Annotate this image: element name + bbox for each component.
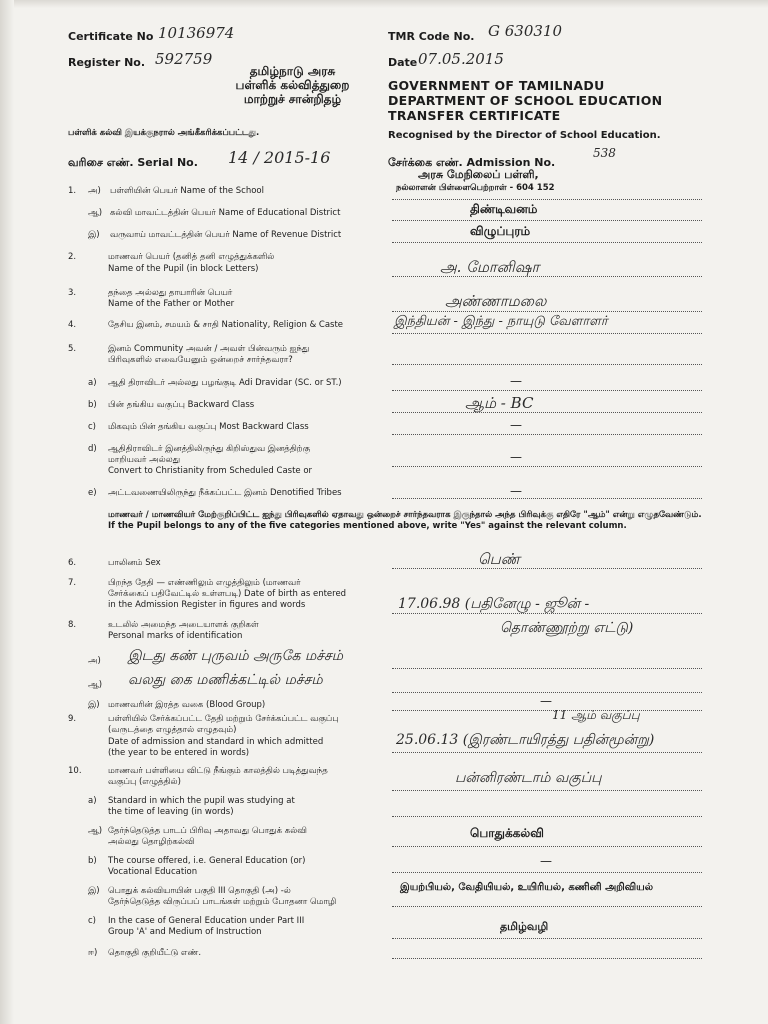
- parent-name-value: அண்ணாமலை: [445, 292, 547, 310]
- nationality-value: இந்தியன் - இந்து - நாயுடு வேளாளர்: [394, 314, 608, 329]
- blood-group-label: மாணவரின் இரத்த வகை (Blood Group): [108, 700, 266, 710]
- community-note-en: If the Pupil belongs to any of the five categories mentioned above, write "Yes" against the relevant column.: [108, 521, 627, 531]
- admission-no-value: 538: [593, 146, 616, 160]
- tamil-title-line1: தமிழ்நாடு அரசு: [249, 64, 336, 78]
- admission-date-label-4: (the year to be entered in words): [108, 748, 250, 758]
- mark-1-value: இடது கண் புருவம் அருகே மச்சம்: [128, 648, 343, 664]
- admission-date-label-3: Date of admission and standard in which admitted: [108, 737, 324, 747]
- edu-district-value: திண்டிவனம்: [470, 202, 538, 216]
- field-sub: இ): [88, 230, 100, 240]
- denotified-label: அட்டவணையிலிருந்து நீக்கப்பட்ட இனம் Denotified Tribes: [108, 488, 342, 498]
- serial-no-label: வரிசை எண். Serial No.: [68, 156, 198, 169]
- sex-line: [392, 568, 702, 569]
- school-stamp-line1: அரசு மேநிலைப் பள்ளி,: [418, 168, 539, 181]
- leaving-std-label-en-1: Standard in which the pupil was studying at: [108, 796, 295, 806]
- marks-label-1: உடலில் அமைந்த அடையாளக் குறிகள்: [108, 620, 259, 630]
- leaving-std-line: [392, 790, 702, 791]
- english-title-line3: TRANSFER CERTIFICATE: [388, 108, 561, 123]
- bc-value: ஆம் - BC: [465, 394, 534, 412]
- serial-no-value: 14 / 2015-16: [228, 148, 331, 167]
- leaving-std-value: பன்னிரண்டாம் வகுப்பு: [455, 770, 602, 786]
- group-code-label: தொகுதி குறியீட்டு எண்.: [108, 948, 202, 958]
- group-code-line: [392, 958, 702, 959]
- school-stamp-line2: நல்லாளன் பிள்ளைபெற்றாள் - 604 152: [396, 183, 555, 193]
- blood-group-value: —: [540, 694, 552, 708]
- field-number: 9.: [68, 714, 77, 724]
- community-sub: d): [88, 444, 97, 454]
- field-sub: a): [88, 796, 97, 806]
- register-no-value: 592759: [155, 50, 213, 68]
- tmr-code-value: G 630310: [488, 22, 563, 40]
- subjects-label-ta-2: தேர்ந்தெடுத்த விருப்பப் பாடங்கள் மற்றும் போதனா மொழி: [108, 897, 337, 907]
- denotified-line: [392, 498, 702, 499]
- bc-line: [392, 412, 702, 413]
- course-value: பொதுக்கல்வி: [470, 826, 544, 840]
- pupil-name-label-ta: மாணவர் பெயர் (தனித் தனி எழுத்துக்களில்: [108, 252, 275, 262]
- field-number: 7.: [68, 578, 77, 588]
- community-line: [392, 364, 702, 365]
- field-number: 10.: [68, 766, 82, 776]
- convert-value: —: [510, 450, 522, 464]
- revenue-district-label: வருவாய் மாவட்டத்தின் பெயர் Name of Revenue District: [110, 230, 342, 240]
- english-title: [388, 78, 662, 123]
- convert-label-3: Convert to Christianity from Scheduled Caste or: [108, 466, 313, 476]
- admission-no-label: சேர்க்கை எண். Admission No.: [388, 156, 556, 169]
- dob-label-2: சேர்க்கைப் பதிவேட்டில் உள்ளபடி) Date of birth as entered: [108, 589, 347, 599]
- mbc-label: மிகவும் பின் தங்கிய வகுப்பு Most Backward Class: [108, 422, 309, 432]
- field-number: 5.: [68, 344, 77, 354]
- community-label-2: பிரிவுகளில் எவையேனும் ஒன்றைச் சார்ந்தவரா?: [108, 355, 293, 365]
- community-label-1: இனம் Community அவன் / அவள் பின்வரும் ஐந்து: [108, 344, 310, 354]
- convert-label-2: மாறியவர் அல்லது: [108, 455, 181, 465]
- denotified-value: —: [510, 484, 522, 498]
- field-number: 3.: [68, 288, 77, 298]
- tamil-title-line2: பள்ளிக் கல்வித்துறை: [235, 78, 350, 92]
- sc-st-value: —: [510, 374, 522, 388]
- mark-2-line: [392, 692, 702, 693]
- dob-line: [392, 613, 702, 614]
- admission-date-line: [392, 752, 702, 753]
- field-sub: ஈ): [88, 948, 98, 958]
- community-sub: e): [88, 488, 97, 498]
- community-sub: c): [88, 422, 96, 432]
- nationality-label: தேசிய இனம், சமயம் & சாதி Nationality, Religion & Caste: [108, 320, 344, 330]
- admission-date-label-1: பள்ளியில் சேர்க்கப்பட்ட தேதி மற்றும் சேர்க்கப்பட்ட வகுப்பு: [108, 714, 339, 724]
- course-label-ta-1: தேர்ந்தெடுத்த பாடப் பிரிவு அதாவது பொதுக் கல்வி: [108, 826, 307, 836]
- school-name-label: பள்ளியின் பெயர் Name of the School: [110, 186, 264, 196]
- field-number: 2.: [68, 252, 77, 262]
- mbc-line: [392, 434, 702, 435]
- english-title-line1: GOVERNMENT OF TAMILNADU: [388, 78, 605, 93]
- community-note-ta: மாணவர் / மாணவியர் மேற்குறிப்பிட்ட ஐந்து பிரிவுகளில் ஏதாவது ஒன்றைச் சார்ந்தவராக இருந்தால் அந்த பிரிவுக்கு எதிரே "ஆம்" என்று எழுதவேண்டும்.: [108, 510, 702, 520]
- dob-label-3: in the Admission Register in figures and words: [108, 600, 306, 610]
- sc-st-line: [392, 390, 702, 391]
- convert-line: [392, 466, 702, 467]
- school-name-line: [392, 199, 702, 200]
- field-sub: c): [88, 916, 96, 926]
- subjects-value: இயற்பியல், வேதியியல், உயிரியல், கணினி அறிவியல்: [400, 882, 654, 893]
- mark-sub: இ): [88, 700, 100, 710]
- course-en-value: —: [540, 854, 552, 868]
- medium-label-1: In the case of General Education under Part III: [108, 916, 305, 926]
- tamil-title: [205, 64, 380, 106]
- community-sub: a): [88, 378, 97, 388]
- pupil-name-value: அ. மோனிஷா: [440, 258, 540, 276]
- paper-left-edge: [0, 0, 14, 1024]
- sex-value: பெண்: [478, 550, 520, 568]
- field-sub: இ): [88, 886, 100, 896]
- edu-district-label: கல்வி மாவட்டத்தின் பெயர் Name of Educational District: [110, 208, 341, 218]
- medium-value: தமிழ்வழி: [500, 920, 549, 933]
- field-number: 8.: [68, 620, 77, 630]
- paper-top-edge: [0, 0, 768, 8]
- field-sub: அ): [88, 186, 101, 196]
- date-value: 07.05.2015: [418, 50, 504, 68]
- parent-name-label-en: Name of the Father or Mother: [108, 299, 235, 309]
- bc-label: பின் தங்கிய வகுப்பு Backward Class: [108, 400, 255, 410]
- course-label-en-2: Vocational Education: [108, 867, 198, 877]
- sex-label: பாலினம் Sex: [108, 558, 161, 568]
- mark-sub: அ): [88, 656, 101, 666]
- dob-value-words: தொண்ணூற்று எட்டு): [500, 620, 634, 636]
- revenue-district-line: [392, 242, 702, 243]
- tamil-title-line3: மாற்றுச் சான்றிதழ்: [243, 92, 342, 106]
- field-number: 6.: [68, 558, 77, 568]
- recognised-tamil: பள்ளிக் கல்வி இயக்குநரால் அங்கீகரிக்கப்பட்டது.: [68, 128, 260, 138]
- convert-label-1: ஆதிதிராவிடர் இனத்திலிருந்து கிறிஸ்துவ இனத்திற்கு: [108, 444, 311, 454]
- parent-name-label-ta: தந்தை அல்லது தாயாரின் பெயர்: [108, 288, 233, 298]
- mark-2-value: வலது கை மணிக்கட்டில் மச்சம்: [128, 672, 323, 688]
- community-sub: b): [88, 400, 97, 410]
- mark-sub: ஆ): [88, 680, 103, 690]
- revenue-district-value: விழுப்புரம்: [470, 224, 531, 238]
- leaving-std-en-line: [392, 816, 702, 817]
- admission-standard-value: 11 ஆம் வகுப்பு: [552, 708, 640, 722]
- english-title-line2: DEPARTMENT OF SCHOOL EDUCATION: [388, 93, 663, 108]
- sc-st-label: ஆதி திராவிடர் அல்லது பழங்குடி Adi Dravidar (SC. or ST.): [108, 378, 342, 388]
- certificate-no-value: 10136974: [158, 24, 235, 42]
- leaving-std-label-en-2: the time of leaving (in words): [108, 807, 234, 817]
- subjects-line: [392, 906, 702, 907]
- field-sub: b): [88, 856, 97, 866]
- subjects-label-ta-1: பொதுக் கல்வியாயின் பகுதி III தொகுதி (அ) -ல்: [108, 886, 291, 896]
- mbc-value: —: [510, 418, 522, 432]
- mark-1-line: [392, 668, 702, 669]
- medium-line: [392, 938, 702, 939]
- pupil-name-line: [392, 276, 702, 277]
- dob-label-1: பிறந்த தேதி — எண்ணிலும் எழுத்திலும் (மாணவர்: [108, 578, 301, 588]
- medium-label-2: Group 'A' and Medium of Instruction: [108, 927, 262, 937]
- field-number: 4.: [68, 320, 77, 330]
- field-number: 1.: [68, 186, 77, 196]
- blood-group-line: [392, 710, 702, 711]
- recognised-english: Recognised by the Director of School Education.: [388, 130, 661, 141]
- marks-label-2: Personal marks of identification: [108, 631, 243, 641]
- course-label-en-1: The course offered, i.e. General Education (or): [108, 856, 306, 866]
- course-line: [392, 846, 702, 847]
- pupil-name-label-en: Name of the Pupil (in block Letters): [108, 264, 259, 274]
- nationality-line: [392, 333, 702, 334]
- date-label: Date: [388, 56, 418, 69]
- field-sub: ஆ): [88, 208, 103, 218]
- register-no-label: Register No.: [68, 56, 146, 69]
- tmr-code-label: TMR Code No.: [388, 30, 475, 43]
- admission-date-value: 25.06.13 (இரண்டாயிரத்து பதின்மூன்று): [396, 732, 655, 748]
- course-label-ta-2: அல்லது தொழிற்கல்வி: [108, 837, 195, 847]
- parent-name-line: [392, 311, 702, 312]
- admission-date-label-2: (வருடத்தை எழுத்தால் எழுதவும்): [108, 725, 237, 735]
- leaving-std-label-ta-1: மாணவர் பள்ளியை விட்டு நீங்கும் காலத்தில் படித்துவந்த: [108, 766, 328, 776]
- certificate-no-label: Certificate No: [68, 30, 154, 43]
- field-sub: ஆ): [88, 826, 103, 836]
- edu-district-line: [392, 220, 702, 221]
- dob-value: 17.06.98 (பதினேழு - ஜூன் -: [398, 596, 590, 612]
- community-note: [108, 510, 708, 532]
- leaving-std-label-ta-2: வகுப்பு (எழுத்தில்): [108, 777, 181, 787]
- course-en-line: [392, 872, 702, 873]
